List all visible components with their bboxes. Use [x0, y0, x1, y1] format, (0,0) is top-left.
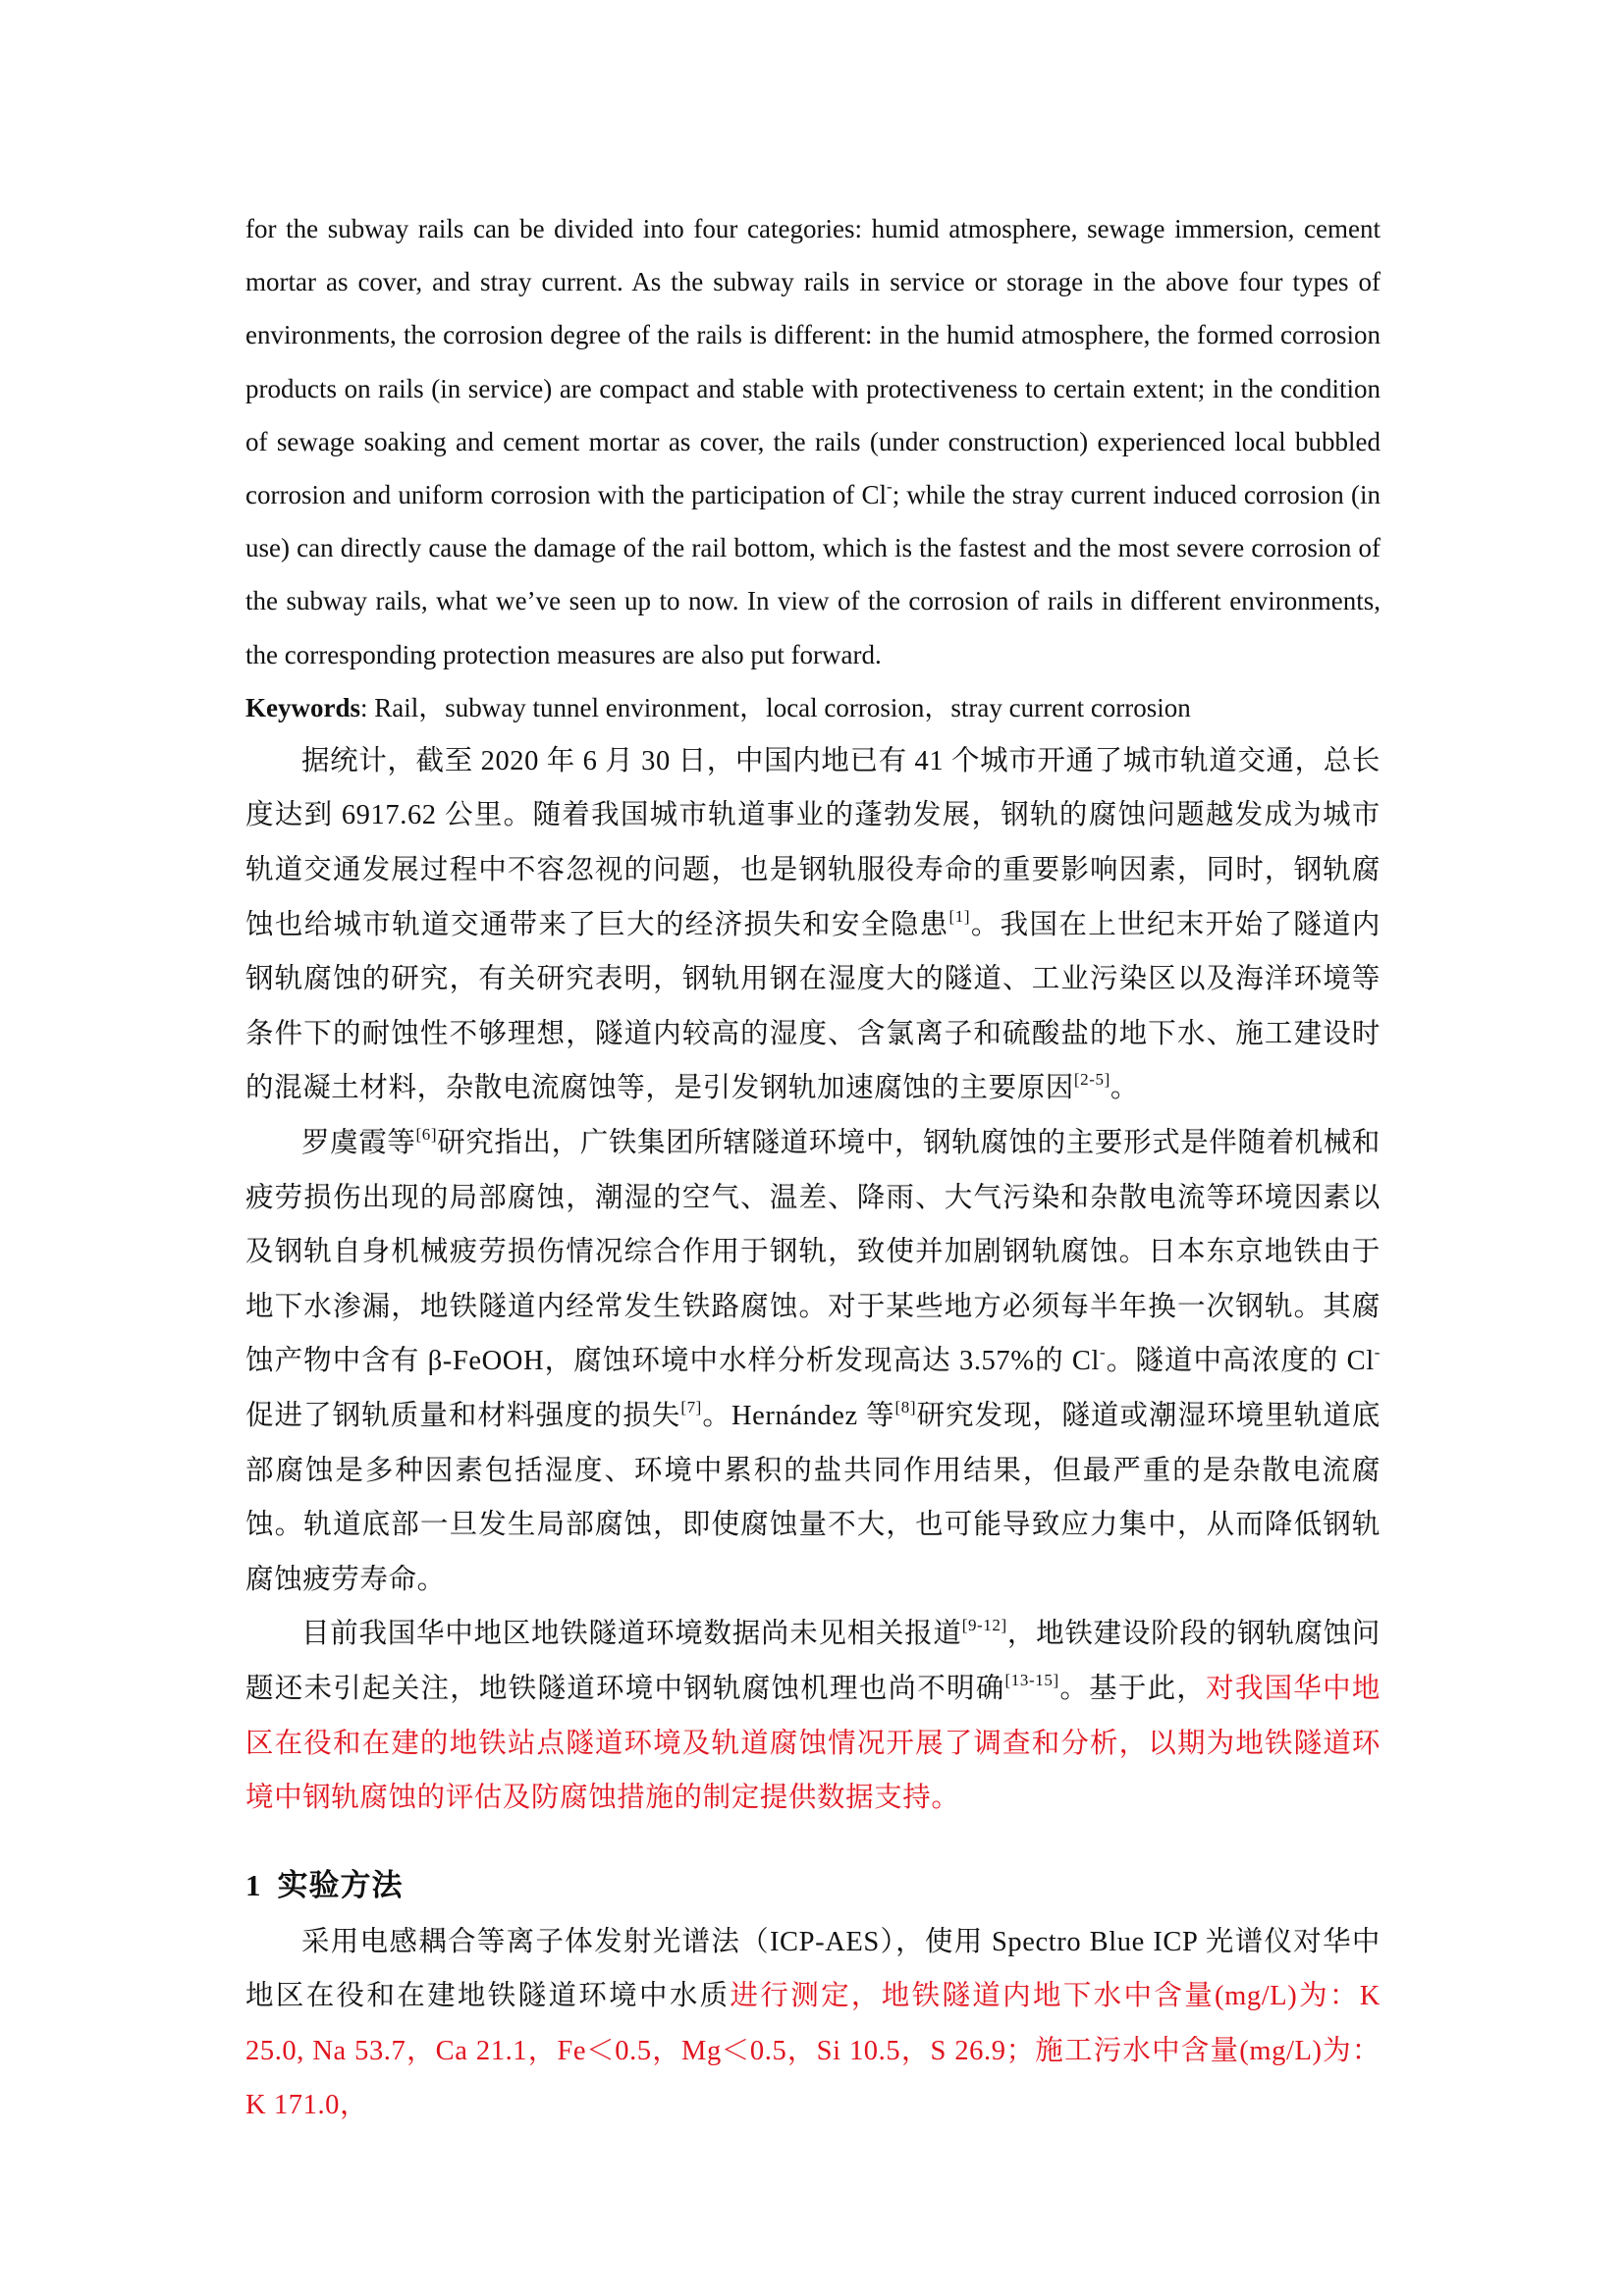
citation: [6] [415, 1124, 438, 1144]
citation: [1] [948, 906, 971, 926]
paragraph-2: 罗虞霞等[6]研究指出，广铁集团所辖隧道环境中，钢轨腐蚀的主要形式是伴随着机械和疲劳损伤出现的局部腐蚀，潮湿的空气、温差、降雨、大气污染和杂散电流等环境因素以及钢轨自身机械疲劳损伤情况综合作用于钢轨，致使并加剧钢轨腐蚀。日本东京地铁由于地下水渗漏，地铁隧道内经常发生铁路腐蚀。对于某些地方必须每半年换一次钢轨。其腐蚀产物中含有 β-FeOOH，腐蚀环境中水样分析发现高达 3.57%的 Cl-。隧道中高浓度的 Cl-促进了钢轨质量和材料强度的损失[7]。Hernández 等[8]研究发现，隧道或潮湿环境里轨道底部腐蚀是多种因素包括湿度、环境中累积的盐共同作用结果，但最严重的是杂散电流腐蚀。轨道底部一旦发生局部腐蚀，即使腐蚀量不大，也可能导致应力集中，从而降低钢轨腐蚀疲劳寿命。 [245, 1124, 1380, 1595]
paragraph-1: 据统计，截至 2020 年 6 月 30 日，中国内地已有 41 个城市开通了城市轨道交通，总长度达到 6917.62 公里。随着我国城市轨道事业的蓬勃发展，钢轨的腐蚀问题越发成为城市轨道交通发展过程中不容忽视的问题，也是钢轨服役寿命的重要影响因素，同时，钢轨腐蚀也给城市轨道交通带来了巨大的经济损失和安全隐患[1]。我国在上世纪末开始了隧道内钢轨腐蚀的研究，有关研究表明，钢轨用钢在湿度大的隧道、工业污染区以及海洋环境等条件下的耐蚀性不够理想，隧道内较高的湿度、含氯离子和硫酸盐的地下水、施工建设时的混凝土材料，杂散电流腐蚀等，是引发钢轨加速腐蚀的主要原因[2-5]。 [245, 745, 1381, 1104]
citation: [9-12] [961, 1616, 1007, 1635]
highlighted-text: 对我国华中地区在役和在建的地铁站点隧道环境及轨道腐蚀情况开展了调查和分析，以期为地铁隧道环境中钢轨腐蚀的评估及防腐蚀措施的制定提供数据支持。 [245, 1673, 1380, 1814]
english-abstract: for the subway rails can be divided into four categories: humid atmosphere, sewage immersion, cement mortar as cover, and stray current. As the subway rails in service or storage in the above four types of environments, the corrosion degree of the rails is different: in the humid atmosphere, the formed corrosion products on rails (in service) are compact and stable with protectiveness to certain extent; in the condition of sewage soaking and cement mortar as cover, the rails (under construction) experienced local bubbled corrosion and uniform corrosion with the participation of Cl-; while the stray current induced corrosion (in use) can directly cause the damage of the rail bottom, which is the fastest and the most severe corrosion of the subway rails, what we’ve seen up to now. In view of the corrosion of rails in different environments, the corresponding protection measures are also put forward. [245, 214, 1380, 669]
citation: [2-5] [1073, 1070, 1110, 1090]
citation: [8] [894, 1397, 917, 1416]
citation: [7] [680, 1397, 702, 1416]
paragraph-4: 采用电感耦合等离子体发射光谱法（ICP-AES），使用 Spectro Blue ICP 光谱仪对华中地区在役和在建地铁隧道环境中水质进行测定，地铁隧道内地下水中含量(mg/L)为：K 25.0, Na 53.7，Ca 21.1，Fe＜0.5，Mg＜0.5，Si 10.5，S 26.9；施工污水中含量(mg/L)为：K 171.0， [245, 1926, 1380, 2121]
paragraph-3: 目前我国华中地区地铁隧道环境数据尚未见相关报道[9-12]，地铁建设阶段的钢轨腐蚀问题还未引起关注，地铁隧道环境中钢轨腐蚀机理也尚不明确[13-15]。基于此，对我国华中地区在役和在建的地铁站点隧道环境及轨道腐蚀情况开展了调查和分析，以期为地铁隧道环境中钢轨腐蚀的评估及防腐蚀措施的制定提供数据支持。 [245, 1616, 1380, 1814]
highlighted-text: 进行测定，地铁隧道内地下水中含量(mg/L)为：K 25.0, Na 53.7，Ca 21.1，Fe＜0.5，Mg＜0.5，Si 10.5，S 26.9；施工污水中含量(mg/L)为：K 171.0， [245, 1981, 1380, 2121]
page-content [245, 202, 1380, 2133]
section-number: 1 [245, 1867, 262, 1902]
keywords-line [245, 681, 1380, 734]
section-title: 实验方法 [277, 1867, 404, 1902]
citation: [13-15] [1004, 1670, 1059, 1689]
keywords-text: : Rail，subway tunnel environment，local corrosion，stray current corrosion [360, 692, 1191, 722]
keywords-label: Keywords [245, 692, 360, 722]
section-heading [245, 1866, 1380, 1905]
